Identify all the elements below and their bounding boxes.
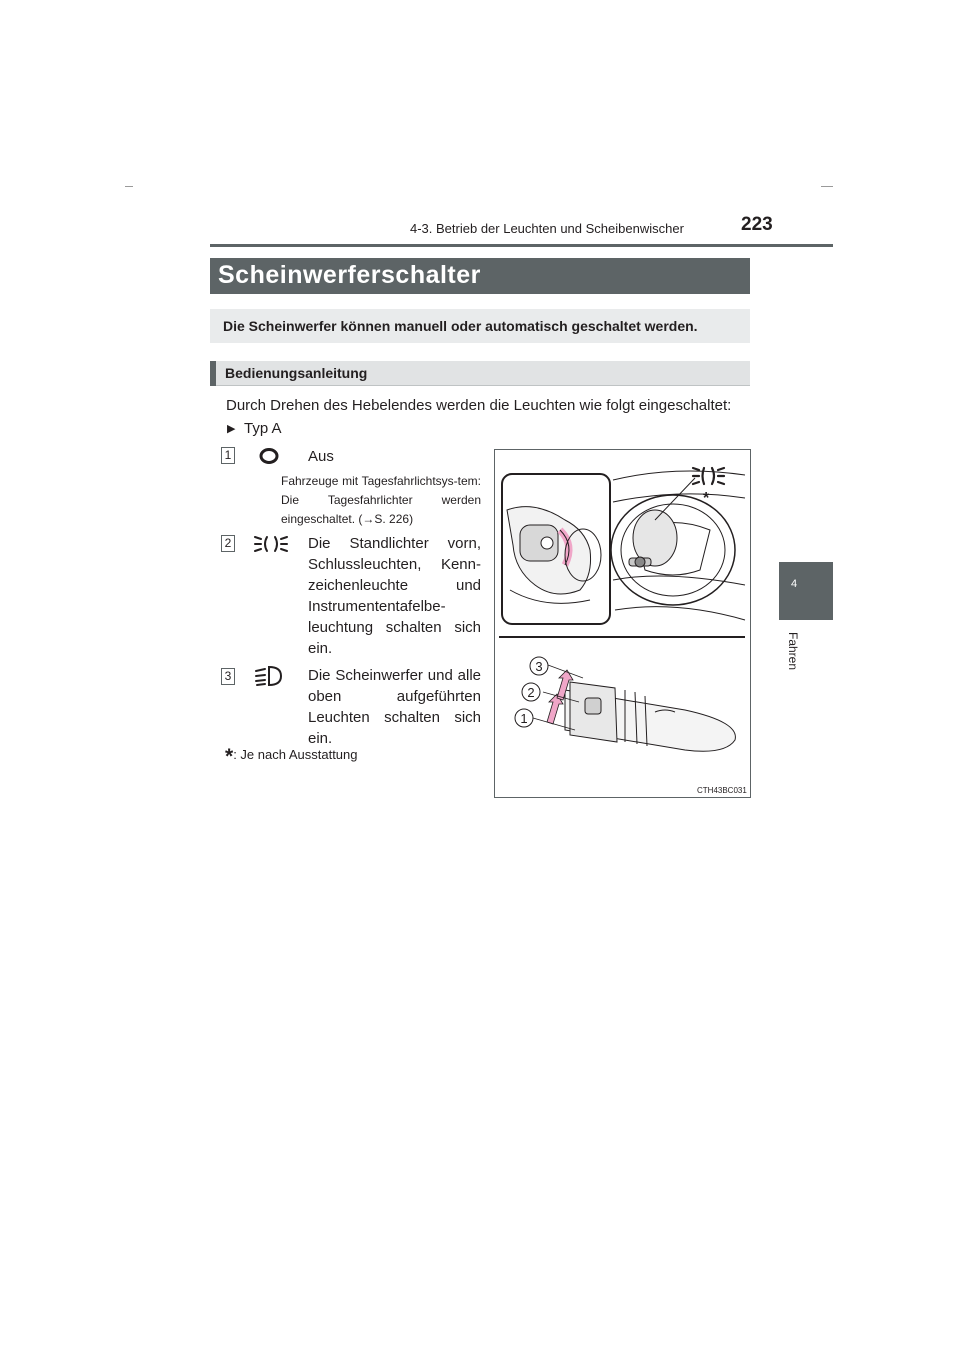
item-number-2: 2 (221, 535, 235, 552)
footnote-asterisk: * (225, 745, 234, 768)
header-rule (210, 244, 833, 247)
page-number: 223 (741, 214, 773, 235)
item-number-1: 1 (221, 447, 235, 464)
type-label: Typ A (244, 420, 282, 437)
callout-2: 2 (527, 685, 535, 700)
summary-text: Die Scheinwerfer können manuell oder automatisch geschaltet werden. (223, 318, 698, 334)
item-number-3: 3 (221, 668, 235, 685)
triangle-bullet-icon: ▶ (227, 423, 236, 435)
illustration-code: CTH43BC031 (697, 786, 747, 795)
off-icon (258, 447, 280, 465)
intro-text: Durch Drehen des Hebelendes werden die Leuchten wie folgt eingeschaltet: (226, 397, 732, 414)
chapter-number: 4 (791, 578, 798, 590)
headlight-switch-illustration (494, 449, 751, 798)
callout-1: 1 (520, 711, 528, 726)
illustration-asterisk: * (703, 490, 710, 507)
chapter-tab (779, 562, 833, 620)
callout-3: 3 (535, 659, 543, 674)
crop-mark-right (821, 186, 833, 187)
crop-mark-left (125, 186, 133, 187)
subsection-title: Bedienungsanleitung (225, 365, 368, 381)
item-2-text: Die Standlichter vorn, Schlussleuchten, Kenn-zeichenleuchte und Instrumententafelbe-leuchtung schalten sich ein. (308, 535, 481, 657)
footnote (225, 745, 358, 769)
footnote-text: : Je nach Ausstattung (233, 747, 358, 762)
illustration-drawing (495, 450, 750, 797)
item-3-text: Die Scheinwerfer und alle oben aufgeführten Leuchten schalten sich ein. (308, 667, 481, 747)
headlight-icon (254, 664, 284, 688)
section-header: 4-3. Betrieb der Leuchten und Scheibenwischer (410, 221, 684, 236)
subsection-accent (210, 361, 216, 386)
parking-light-icon (253, 533, 289, 555)
item-1-note: Fahrzeuge mit Tagesfahrlichtsys-tem: Die Tagesfahrlichter werden eingeschaltet. (→S. 226) (281, 474, 481, 526)
chapter-label: Fahren (786, 632, 800, 671)
item-1-text: Aus (308, 448, 334, 465)
page-title: Scheinwerferschalter (218, 261, 481, 289)
